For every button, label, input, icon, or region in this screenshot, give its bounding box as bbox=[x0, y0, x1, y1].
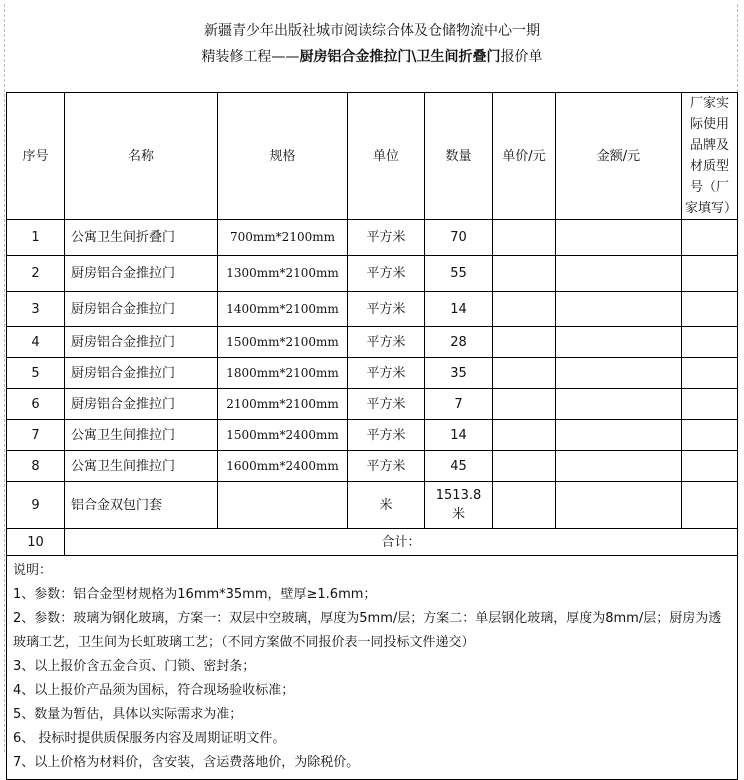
cell-price[interactable] bbox=[493, 482, 556, 529]
cell-price[interactable] bbox=[493, 256, 556, 292]
document-title-line2 bbox=[0, 47, 744, 67]
title-prefix: 精装修工程—— bbox=[201, 49, 300, 65]
cell-unit: 平方米 bbox=[348, 327, 425, 358]
cell-seq: 1 bbox=[7, 220, 65, 256]
cell-brand[interactable] bbox=[682, 451, 738, 482]
cell-name: 铝合金双包门套 bbox=[65, 482, 218, 529]
title-suffix: 报价单 bbox=[500, 49, 543, 65]
note-item-6: 6、 投标时提供质保服务内容及周期证明文件。 bbox=[13, 731, 286, 746]
cell-unit: 平方米 bbox=[348, 358, 425, 389]
table-row bbox=[7, 358, 738, 389]
header-spec: 规格 bbox=[218, 93, 348, 220]
cell-amount[interactable] bbox=[556, 482, 682, 529]
table-row bbox=[7, 327, 738, 358]
table-row bbox=[7, 389, 738, 420]
cell-spec: 700mm*2100mm bbox=[218, 220, 348, 256]
header-name: 名称 bbox=[65, 93, 218, 220]
cell-seq: 4 bbox=[7, 327, 65, 358]
cell-brand[interactable] bbox=[682, 420, 738, 451]
header-brand: 厂家实际使用品牌及材质型号（厂家填写） bbox=[682, 93, 738, 220]
cell-unit: 平方米 bbox=[348, 420, 425, 451]
cell-brand[interactable] bbox=[682, 292, 738, 327]
cell-seq: 10 bbox=[7, 529, 65, 556]
cell-spec: 1600mm*2400mm bbox=[218, 451, 348, 482]
note-item-7: 7、以上价格为材料价，含安装，含运费落地价，为除税价。 bbox=[13, 755, 360, 770]
cell-spec: 1300mm*2100mm bbox=[218, 256, 348, 292]
note-item-4: 4、以上报价产品须为国标，符合现场验收标准； bbox=[13, 683, 295, 698]
cell-name: 厨房铝合金推拉门 bbox=[65, 327, 218, 358]
cell-price[interactable] bbox=[493, 451, 556, 482]
cell-amount[interactable] bbox=[556, 420, 682, 451]
header-unit: 单位 bbox=[348, 93, 425, 220]
note-item-5: 5、数量为暂估，具体以实际需求为准； bbox=[13, 707, 243, 722]
cell-seq: 3 bbox=[7, 292, 65, 327]
cell-name: 公寓卫生间推拉门 bbox=[65, 420, 218, 451]
cell-unit: 平方米 bbox=[348, 256, 425, 292]
cell-brand[interactable] bbox=[682, 327, 738, 358]
cell-amount[interactable] bbox=[556, 256, 682, 292]
total-row bbox=[7, 529, 738, 556]
cell-price[interactable] bbox=[493, 389, 556, 420]
cell-amount[interactable] bbox=[556, 358, 682, 389]
cell-amount[interactable] bbox=[556, 389, 682, 420]
cell-unit: 平方米 bbox=[348, 451, 425, 482]
cell-price[interactable] bbox=[493, 327, 556, 358]
cell-seq: 6 bbox=[7, 389, 65, 420]
total-label: 合计： bbox=[65, 529, 738, 556]
cell-name: 厨房铝合金推拉门 bbox=[65, 292, 218, 327]
cell-unit: 米 bbox=[348, 482, 425, 529]
cell-amount[interactable] bbox=[556, 220, 682, 256]
cell-qty: 14 bbox=[425, 292, 493, 327]
cell-price[interactable] bbox=[493, 292, 556, 327]
cell-qty: 7 bbox=[425, 389, 493, 420]
cell-name: 厨房铝合金推拉门 bbox=[65, 389, 218, 420]
note-item-2: 2、参数：玻璃为钢化玻璃，方案一：双层中空玻璃，厚度为5mm/层；方案二：单层钢化玻璃，厚度为8mm/层；厨房为透玻璃工艺，卫生间为长虹玻璃工艺；（不同方案做不同报价表一同投标文件递交） bbox=[13, 611, 722, 650]
cell-amount[interactable] bbox=[556, 327, 682, 358]
cell-name: 公寓卫生间折叠门 bbox=[65, 220, 218, 256]
header-amount: 金额/元 bbox=[556, 93, 682, 220]
cell-spec: 2100mm*2100mm bbox=[218, 389, 348, 420]
cell-qty: 55 bbox=[425, 256, 493, 292]
cell-spec: 1500mm*2400mm bbox=[218, 420, 348, 451]
cell-spec: 1400mm*2100mm bbox=[218, 292, 348, 327]
cell-seq: 8 bbox=[7, 451, 65, 482]
table-row bbox=[7, 451, 738, 482]
cell-brand[interactable] bbox=[682, 256, 738, 292]
cell-qty: 35 bbox=[425, 358, 493, 389]
cell-qty: 70 bbox=[425, 220, 493, 256]
cell-brand[interactable] bbox=[682, 482, 738, 529]
cell-amount[interactable] bbox=[556, 451, 682, 482]
notes-heading: 说明： bbox=[13, 563, 53, 578]
table-row bbox=[7, 292, 738, 327]
header-qty: 数量 bbox=[425, 93, 493, 220]
document-title-line1: 新疆青少年出版社城市阅读综合体及仓储物流中心一期 bbox=[204, 23, 540, 39]
cell-unit: 平方米 bbox=[348, 220, 425, 256]
cell-name: 厨房铝合金推拉门 bbox=[65, 256, 218, 292]
cell-brand[interactable] bbox=[682, 358, 738, 389]
cell-price[interactable] bbox=[493, 220, 556, 256]
notes-row bbox=[7, 556, 738, 780]
title-bold: 厨房铝合金推拉门\卫生间折叠门 bbox=[299, 49, 501, 65]
cell-unit: 平方米 bbox=[348, 292, 425, 327]
table-header-row bbox=[7, 93, 738, 220]
notes-cell bbox=[7, 556, 738, 780]
cell-qty: 45 bbox=[425, 451, 493, 482]
table-row bbox=[7, 482, 738, 529]
cell-seq: 5 bbox=[7, 358, 65, 389]
cell-name: 厨房铝合金推拉门 bbox=[65, 358, 218, 389]
cell-unit: 平方米 bbox=[348, 389, 425, 420]
cell-brand[interactable] bbox=[682, 389, 738, 420]
cell-amount[interactable] bbox=[556, 292, 682, 327]
table-row bbox=[7, 420, 738, 451]
note-item-1: 1、参数：铝合金型材规格为16mm*35mm，壁厚≥1.6mm； bbox=[13, 587, 377, 602]
cell-qty: 1513.8米 bbox=[425, 482, 493, 529]
cell-brand[interactable] bbox=[682, 220, 738, 256]
quote-table bbox=[6, 92, 738, 780]
cell-name: 公寓卫生间推拉门 bbox=[65, 451, 218, 482]
cell-seq: 2 bbox=[7, 256, 65, 292]
cell-qty: 28 bbox=[425, 327, 493, 358]
header-price: 单价/元 bbox=[493, 93, 556, 220]
cell-spec bbox=[218, 482, 348, 529]
note-item-3: 3、以上报价含五金合页、门锁、密封条； bbox=[13, 659, 256, 674]
cell-qty: 14 bbox=[425, 420, 493, 451]
cell-seq: 7 bbox=[7, 420, 65, 451]
table-row bbox=[7, 256, 738, 292]
cell-spec: 1800mm*2100mm bbox=[218, 358, 348, 389]
header-seq: 序号 bbox=[7, 93, 65, 220]
table-row bbox=[7, 220, 738, 256]
cell-spec: 1500mm*2100mm bbox=[218, 327, 348, 358]
cell-price[interactable] bbox=[493, 358, 556, 389]
cell-price[interactable] bbox=[493, 420, 556, 451]
cell-seq: 9 bbox=[7, 482, 65, 529]
